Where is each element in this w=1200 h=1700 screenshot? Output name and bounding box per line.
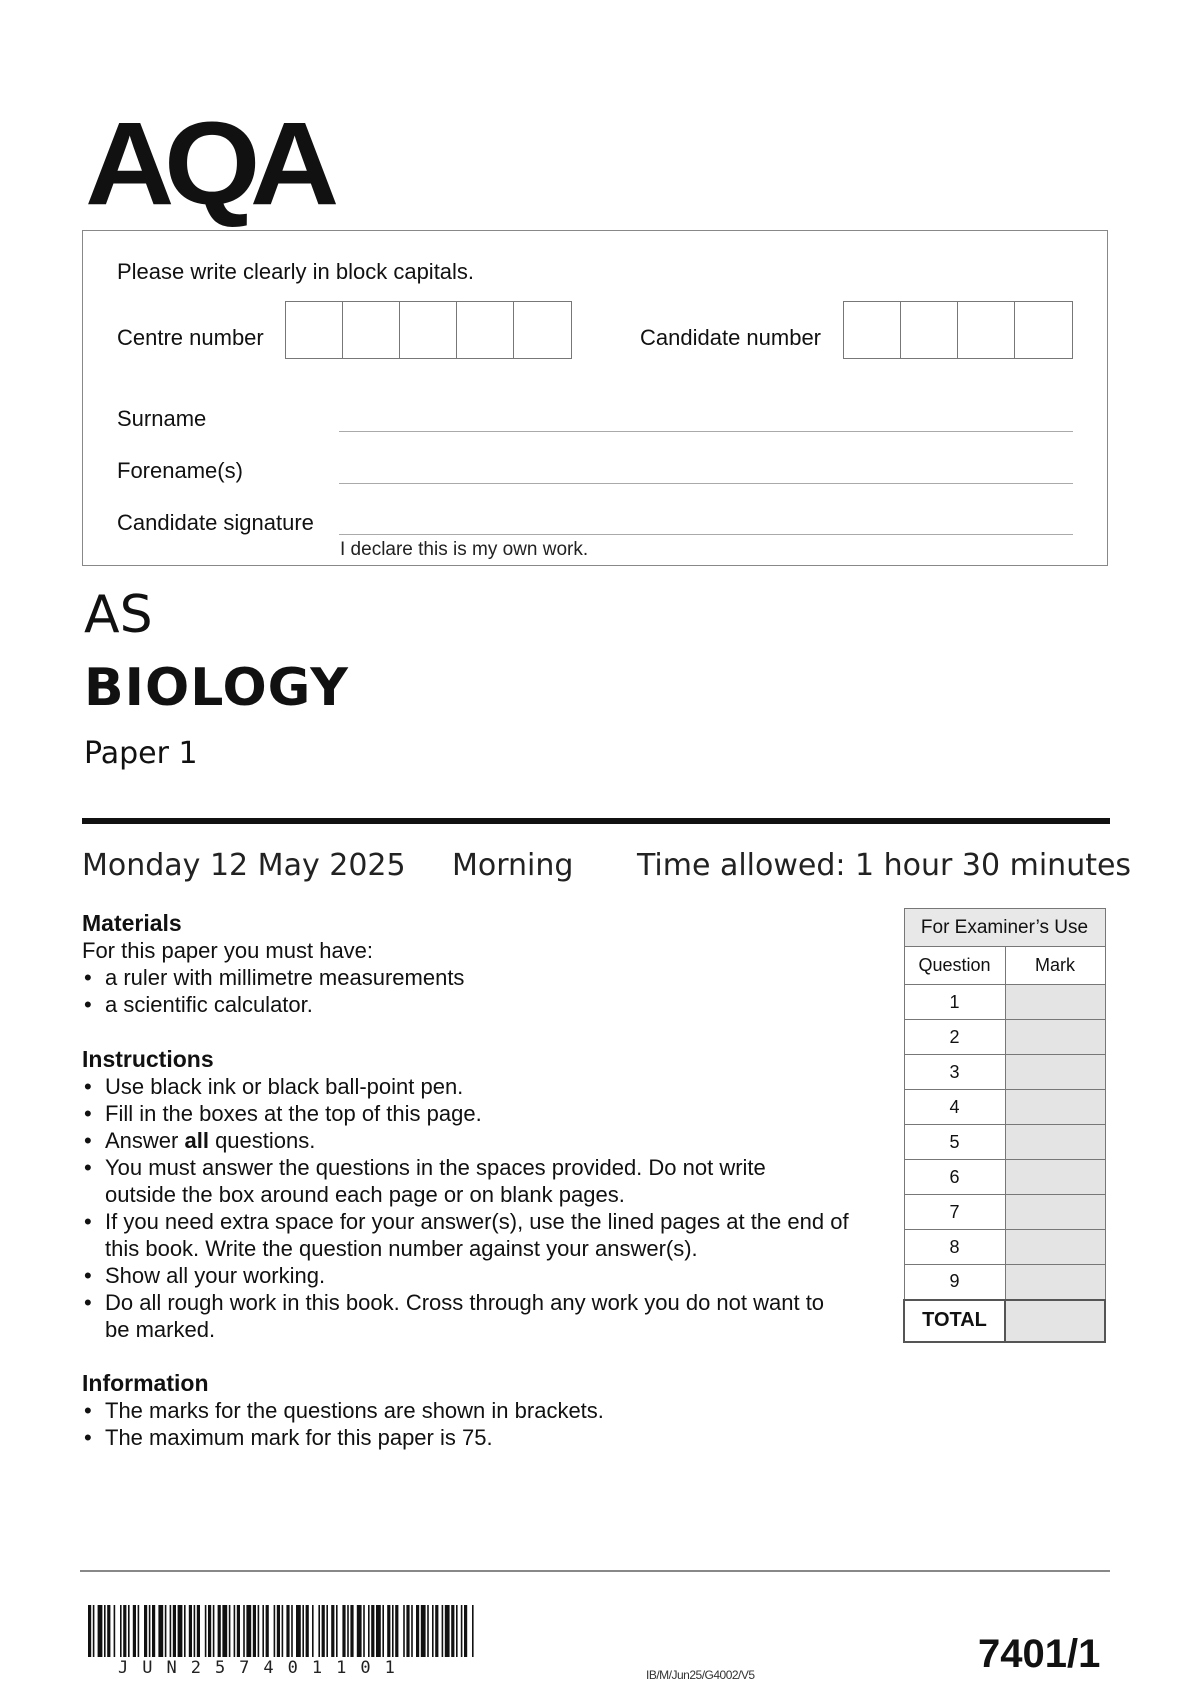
barcode-bar	[208, 1605, 211, 1657]
barcode-bar	[435, 1605, 438, 1657]
barcode-bar	[197, 1605, 200, 1657]
barcode-bar	[246, 1605, 251, 1657]
barcode-bar	[178, 1605, 183, 1657]
subject-title: BIOLOGY	[84, 658, 349, 718]
barcode-bar	[149, 1605, 151, 1657]
barcode-bar	[411, 1605, 413, 1657]
aqa-logo: AQA	[85, 98, 329, 230]
barcode-bar	[93, 1605, 95, 1657]
question-number: 5	[904, 1125, 1005, 1160]
forenames-label: Forename(s)	[117, 458, 243, 483]
barcode-bar	[451, 1605, 454, 1657]
barcode-bar	[123, 1605, 126, 1657]
barcode-bar	[456, 1605, 458, 1657]
mark-cell	[1005, 1090, 1105, 1125]
paper-number: Paper 1	[84, 736, 198, 771]
instructions-section	[82, 1046, 872, 1343]
barcode-bar	[382, 1605, 384, 1657]
barcode-bar	[138, 1605, 140, 1657]
list-item: • Show all your working.	[82, 1262, 872, 1289]
title-divider	[82, 818, 1110, 824]
question-number: 6	[904, 1160, 1005, 1195]
barcode	[88, 1605, 474, 1657]
barcode-bar	[222, 1605, 227, 1657]
list-item: • Use black ink or black ball-point pen.	[82, 1073, 872, 1100]
list-item: • a scientific calculator.	[82, 991, 872, 1018]
barcode-bar	[326, 1605, 328, 1657]
list-item: • You must answer the questions in the spaces provided. Do not write outside the box around each page or on blank pages.	[82, 1154, 792, 1208]
barcode-bar	[403, 1605, 405, 1657]
barcode-bar	[464, 1605, 467, 1657]
barcode-bar	[291, 1605, 293, 1657]
materials-section	[82, 910, 872, 1018]
barcode-bar	[173, 1605, 176, 1657]
answer-text: Answer	[105, 1128, 185, 1153]
barcode-bar	[421, 1605, 426, 1657]
barcode-bar	[262, 1605, 264, 1657]
barcode-bar	[302, 1605, 304, 1657]
surname-label: Surname	[117, 406, 207, 431]
barcode-bar	[253, 1605, 256, 1657]
instructions-heading: Instructions	[82, 1046, 214, 1072]
answer-text: questions.	[208, 1128, 316, 1153]
barcode-bar	[347, 1605, 349, 1657]
candidate-number-boxes[interactable]	[843, 301, 1073, 359]
barcode-bar	[88, 1605, 91, 1657]
barcode-bar	[357, 1605, 362, 1657]
question-column-header: Question	[904, 947, 1005, 985]
centre-number-digit[interactable]	[514, 302, 571, 358]
question-number: 3	[904, 1055, 1005, 1090]
question-number: 2	[904, 1020, 1005, 1055]
barcode-bar	[387, 1605, 390, 1657]
candidate-number-digit[interactable]	[1015, 302, 1072, 358]
barcode-bar	[234, 1605, 236, 1657]
examiners-use-heading: For Examiner’s Use	[904, 909, 1105, 947]
barcode-bar	[98, 1605, 103, 1657]
barcode-bar	[322, 1605, 325, 1657]
barcode-bar	[213, 1605, 215, 1657]
footer-divider	[80, 1570, 1110, 1572]
answer-emphasis: all	[184, 1128, 209, 1153]
candidate-number-digit[interactable]	[901, 302, 958, 358]
list-item	[82, 1127, 872, 1154]
barcode-bar	[350, 1605, 353, 1657]
barcode-bar	[205, 1605, 207, 1657]
total-mark-cell	[1005, 1300, 1105, 1342]
barcode-bar	[432, 1605, 434, 1657]
barcode-bar	[416, 1605, 419, 1657]
mark-cell	[1005, 1230, 1105, 1265]
barcode-bar	[120, 1605, 122, 1657]
barcode-bar	[312, 1605, 314, 1657]
barcode-bar	[243, 1605, 245, 1657]
barcode-bar	[274, 1605, 276, 1657]
mark-cell	[1005, 1020, 1105, 1055]
exam-date: Monday 12 May 2025	[82, 848, 406, 883]
materials-heading: Materials	[82, 910, 182, 936]
centre-number-label: Centre number	[117, 325, 264, 350]
question-number: 1	[904, 985, 1005, 1020]
candidate-number-label: Candidate number	[640, 325, 822, 350]
mark-cell	[1005, 1160, 1105, 1195]
barcode-bar	[392, 1605, 394, 1657]
declaration-text: I declare this is my own work.	[340, 539, 589, 560]
barcode-bar	[371, 1605, 374, 1657]
barcode-number: JUN257401101	[118, 1658, 409, 1678]
candidate-number-digit[interactable]	[958, 302, 1015, 358]
candidate-number-digit[interactable]	[844, 302, 901, 358]
question-number: 9	[904, 1265, 1005, 1300]
information-heading: Information	[82, 1370, 209, 1396]
barcode-bar	[128, 1605, 130, 1657]
barcode-bar	[158, 1605, 163, 1657]
exam-session: Morning	[452, 848, 574, 883]
barcode-bar	[194, 1605, 196, 1657]
time-allowed: Time allowed: 1 hour 30 minutes	[637, 848, 1132, 883]
signature-field[interactable]	[339, 534, 1073, 535]
barcode-bar	[282, 1605, 284, 1657]
list-item: • Fill in the boxes at the top of this page.	[82, 1100, 872, 1127]
paper-code: 7401/1	[978, 1632, 1101, 1676]
information-section	[82, 1370, 872, 1451]
mark-column-header: Mark	[1005, 947, 1105, 985]
barcode-bar	[133, 1605, 136, 1657]
barcode-bar	[237, 1605, 240, 1657]
barcode-bar	[427, 1605, 429, 1657]
examiners-use-table	[903, 908, 1106, 1343]
barcode-bar	[376, 1605, 381, 1657]
barcode-bar	[461, 1605, 463, 1657]
surname-field[interactable]	[339, 431, 1073, 432]
list-item: • a ruler with millimetre measurements	[82, 964, 872, 991]
barcode-bar	[107, 1605, 110, 1657]
barcode-bar	[189, 1605, 192, 1657]
block-capitals-prompt: Please write clearly in block capitals.	[117, 259, 475, 284]
centre-number-digit[interactable]	[343, 302, 400, 358]
list-item: • The marks for the questions are shown in brackets.	[82, 1397, 872, 1424]
barcode-bar	[363, 1605, 365, 1657]
mark-cell	[1005, 1195, 1105, 1230]
barcode-bar	[368, 1605, 370, 1657]
barcode-bar	[445, 1605, 450, 1657]
barcode-bar	[331, 1605, 334, 1657]
materials-intro: For this paper you must have:	[82, 938, 374, 963]
list-item: • Do all rough work in this book. Cross through any work you do not want to be marked.	[82, 1289, 827, 1343]
forenames-field[interactable]	[339, 483, 1073, 484]
barcode-bar	[442, 1605, 444, 1657]
barcode-bar	[296, 1605, 301, 1657]
barcode-bar	[318, 1605, 320, 1657]
list-item: • If you need extra space for your answer(s), use the lined pages at the end of this book. Write the question number against your answer(s).	[82, 1208, 872, 1262]
mark-cell	[1005, 1055, 1105, 1090]
barcode-bar	[258, 1605, 260, 1657]
question-number: 7	[904, 1195, 1005, 1230]
barcode-bar	[266, 1605, 269, 1657]
centre-number-digit[interactable]	[400, 302, 457, 358]
barcode-bar	[229, 1605, 231, 1657]
barcode-bar	[218, 1605, 221, 1657]
barcode-bar	[152, 1605, 155, 1657]
barcode-bar	[165, 1605, 167, 1657]
mark-cell	[1005, 1265, 1105, 1300]
question-number: 4	[904, 1090, 1005, 1125]
signature-label: Candidate signature	[117, 510, 314, 535]
barcode-bar	[406, 1605, 409, 1657]
total-label: TOTAL	[904, 1300, 1005, 1342]
barcode-bar	[306, 1605, 309, 1657]
barcode-bar	[114, 1605, 116, 1657]
barcode-bar	[277, 1605, 280, 1657]
question-number: 8	[904, 1230, 1005, 1265]
barcode-bar	[104, 1605, 106, 1657]
barcode-bar	[336, 1605, 338, 1657]
mark-cell	[1005, 985, 1105, 1020]
centre-number-boxes[interactable]	[285, 301, 572, 359]
list-item: • The maximum mark for this paper is 75.	[82, 1424, 872, 1451]
centre-number-digit[interactable]	[286, 302, 343, 358]
qualification-level: AS	[84, 585, 153, 645]
barcode-bar	[472, 1605, 474, 1657]
barcode-bar	[286, 1605, 289, 1657]
centre-number-digit[interactable]	[457, 302, 514, 358]
candidate-details-box	[82, 230, 1108, 566]
mark-cell	[1005, 1125, 1105, 1160]
barcode-bar	[395, 1605, 398, 1657]
barcode-bar	[184, 1605, 186, 1657]
barcode-bar	[144, 1605, 147, 1657]
document-reference: IB/M/Jun25/G4002/V5	[646, 1668, 755, 1682]
barcode-bar	[170, 1605, 172, 1657]
barcode-bar	[342, 1605, 345, 1657]
